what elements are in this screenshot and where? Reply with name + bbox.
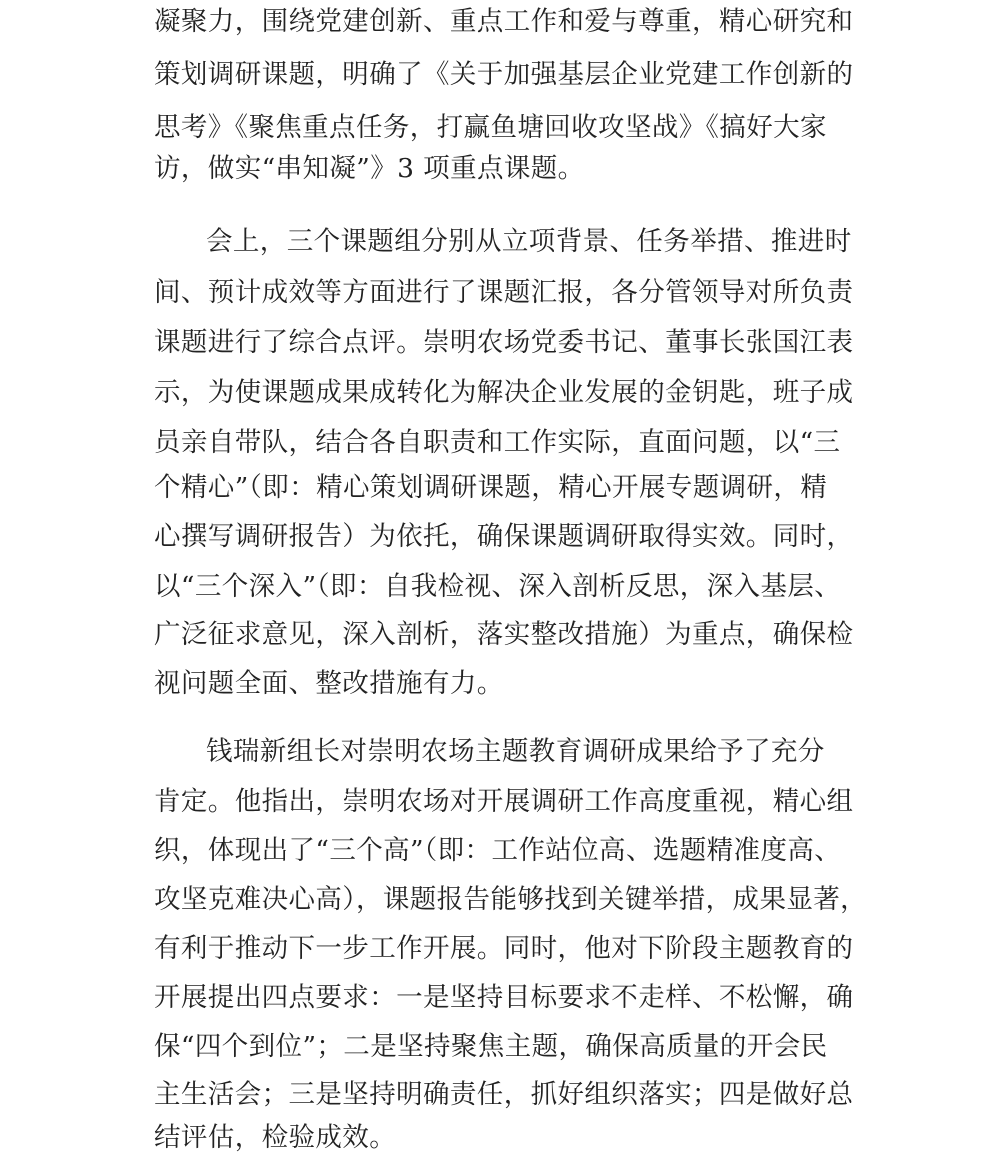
- text-line: 会上，三个课题组分别从立项背景、任务举措、推进时: [206, 226, 852, 257]
- text-line: 钱瑞新组长对崇明农场主题教育调研成果给予了充分: [206, 736, 825, 767]
- text-line: 凝聚力，围绕党建创新、重点工作和爱与尊重，精心研究和: [154, 6, 854, 37]
- text-line: 课题进行了综合点评。崇明农场党委书记、董事长张国江表: [154, 327, 854, 358]
- text-line: 示，为使课题成果成转化为解决企业发展的金钥匙，班子成: [154, 377, 854, 408]
- text-line: 开展提出四点要求：一是坚持目标要求不走样、不松懈，确: [154, 982, 854, 1013]
- text-line: 视问题全面、整改措施有力。: [154, 668, 504, 699]
- text-line: 思考》《聚焦重点任务，打赢鱼塘回收攻坚战》《搞好大家: [154, 112, 827, 143]
- text-line: 心撰写调研报告）为依托，确保课题调研取得实效。同时，: [154, 521, 854, 552]
- text-line: 策划调研课题，明确了《关于加强基层企业党建工作创新的: [154, 59, 854, 90]
- text-line: 有利于推动下一步工作开展。同时，他对下阶段主题教育的: [154, 933, 854, 964]
- text-line: 攻坚克难决心高），课题报告能够找到关键举措，成果显著，: [154, 884, 868, 915]
- text-line: 间、预计成效等方面进行了课题汇报，各分管领导对所负责: [154, 277, 854, 308]
- text-line: 结评估，检验成效。: [154, 1122, 397, 1153]
- text-line: 主生活会；三是坚持明确责任，抓好组织落实；四是做好总: [154, 1079, 854, 1110]
- text-line: 保“四个到位”；二是坚持聚焦主题，确保高质量的开会民: [154, 1031, 828, 1062]
- text-line: 肯定。他指出，崇明农场对开展调研工作高度重视，精心组: [154, 786, 854, 817]
- text-line: 广泛征求意见，深入剖析，落实整改措施）为重点，确保检: [154, 619, 854, 650]
- text-line: 以“三个深入”（即：自我检视、深入剖析反思，深入基层、: [154, 571, 842, 602]
- text-line: 织，体现出了“三个高”（即：工作站位高、选题精准度高、: [154, 835, 842, 866]
- text-line: 访，做实“串知凝”》3 项重点课题。: [154, 153, 585, 184]
- text-line: 员亲自带队，结合各自职责和工作实际，直面问题，以“三: [154, 427, 841, 458]
- text-line: 个精心”（即：精心策划调研课题，精心开展专题调研，精: [154, 472, 828, 503]
